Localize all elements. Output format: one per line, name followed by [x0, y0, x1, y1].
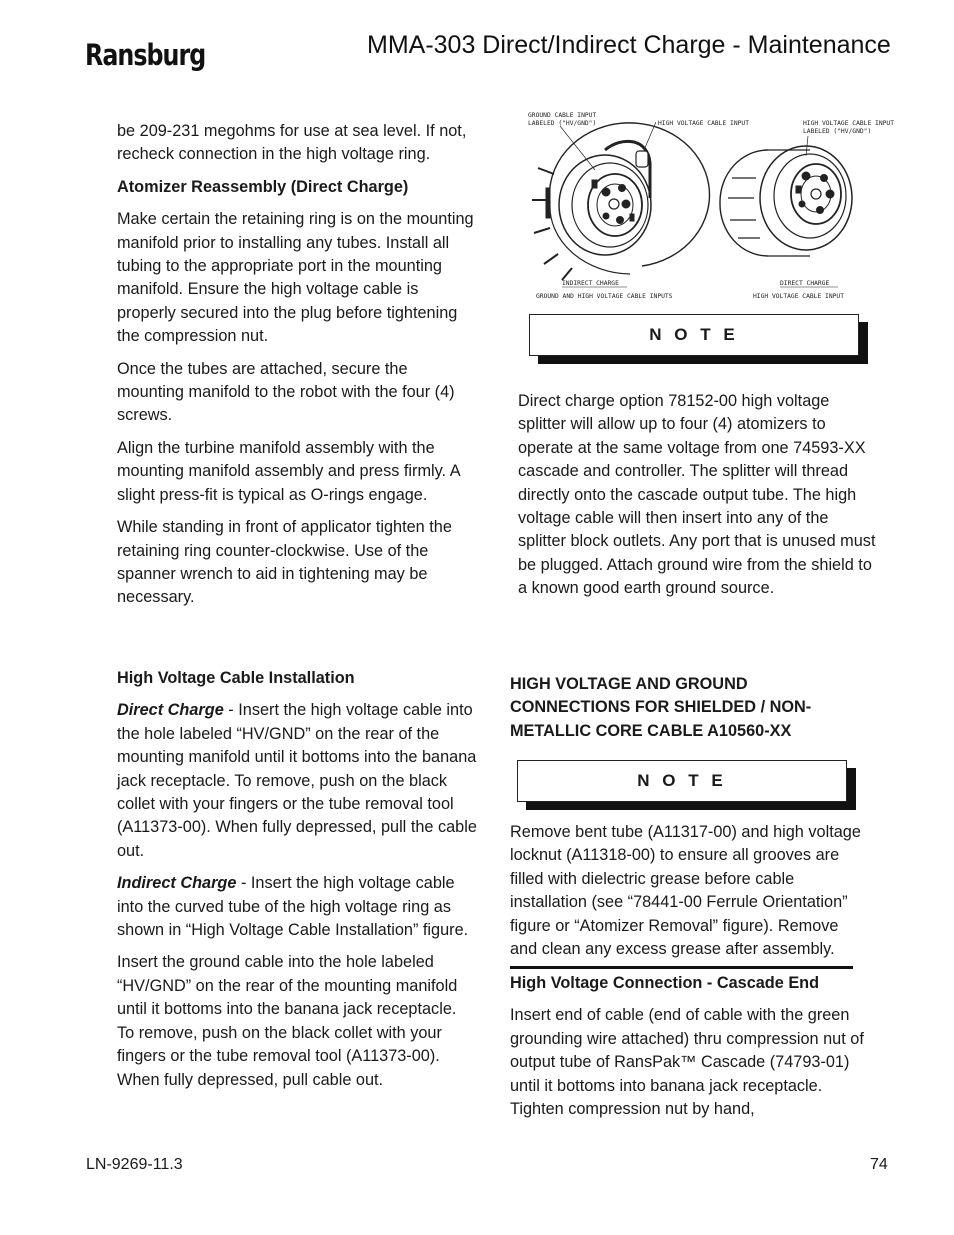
indirect-charge-text: - Insert the high voltage cable into the curved tube of the high voltage ring as shown in “High Voltage Cable Installation” figure.	[117, 874, 469, 940]
label-hv-input-right-2: LABELED ("HV/GND")	[803, 128, 872, 135]
ransburg-logo: Ransburg	[85, 38, 206, 72]
note-1-text: Direct charge option 78152-00 high voltage splitter will allow up to four (4) atomizers to operate at the same voltage from one 74593-XX cascade and controller. The splitter will thread directly onto the cascade output tube. The high voltage cable will then insert into any of the splitter block outlets. Any port that is unused must be plugged. Attach ground wire from the shield to a known good earth ground source.	[518, 392, 876, 598]
heading-hv-ground-connections: HIGH VOLTAGE AND GROUND CONNECTIONS FOR SHIELDED / NON-METALLIC CORE CABLE A10560-XX	[510, 675, 812, 740]
note-box-1: N O T E	[529, 314, 859, 356]
indirect-charge-atomizer-drawing	[532, 122, 709, 280]
heading-cascade-end: High Voltage Connection - Cascade End	[510, 974, 820, 992]
paragraph-mounting-screws: Once the tubes are attached, secure the mounting manifold to the robot with the four (4) screws.	[117, 359, 455, 425]
label-ground-input-2: LABELED ("HV/GND")	[528, 120, 597, 127]
note-2-text-block	[510, 821, 866, 970]
paragraph-cascade-end: Insert end of cable (end of cable with the green grounding wire attached) thru compression nut of output tube of RansPak™ Cascade (74793-01) until it bottoms into banana jack receptacle. Tighten compression nut by hand,	[510, 1006, 864, 1119]
direct-charge-label: Direct Charge	[117, 701, 224, 720]
note-2-text: Remove bent tube (A11317-00) and high voltage locknut (A11318-00) to ensure all grooves are filled with dielectric grease before cable installation (see “78441-00 Ferrule Orientation” figure or “Atomizer Removal” figure). Remove and clean any excess grease after assembly.	[510, 823, 861, 959]
label-hv-input: HIGH VOLTAGE CABLE INPUT	[658, 120, 749, 127]
caption-direct-sub: HIGH VOLTAGE CABLE INPUT	[753, 293, 844, 300]
cable-inputs-figure	[510, 108, 930, 308]
paragraph-ground-cable: Insert the ground cable into the hole labeled “HV/GND” on the rear of the mounting manifold until it bottoms into the banana jack receptacle. To remove, push on the black collet with your fingers or the tube removal tool (A11373-00). When fully depressed, pull cable out.	[117, 953, 458, 1089]
heading-cable-installation: High Voltage Cable Installation	[117, 669, 355, 687]
direct-charge-text: - Insert the high voltage cable into the hole labeled “HV/GND” on the rear of the mounting manifold until it bottoms into the banana jack receptacle. To remove, push on the black collet with your fingers or the tube removal tool (A11373-00). When fully depressed, pull the cable out.	[117, 701, 477, 860]
indirect-charge-label: Indirect Charge	[117, 874, 237, 893]
paragraph-megohms: be 209-231 megohms for use at sea level. If not, recheck connection in the high voltage ring.	[117, 122, 467, 164]
right-heading-block	[510, 673, 860, 743]
cascade-section	[510, 972, 870, 1130]
page-title: MMA-303 Direct/Indirect Charge - Maintenance	[367, 31, 891, 59]
left-column-lower	[117, 667, 477, 1101]
label-hv-input-right-1: HIGH VOLTAGE CABLE INPUT	[803, 120, 894, 127]
section-divider	[510, 966, 853, 969]
direct-charge-atomizer-drawing	[720, 136, 852, 256]
note-1-text-block	[518, 390, 878, 610]
paragraph-retaining-ring: Make certain the retaining ring is on the mounting manifold prior to installing any tubes. Install all tubing to the appropriate port in the mounting manifold. Ensure the high voltage cable is properly secured into the plug before tightening the compression nut.	[117, 210, 474, 346]
footer-doc-number: LN-9269-11.3	[86, 1156, 183, 1173]
left-column-upper	[117, 120, 477, 619]
caption-indirect-sub: GROUND AND HIGH VOLTAGE CABLE INPUTS	[536, 293, 673, 300]
heading-atomizer-reassembly: Atomizer Reassembly (Direct Charge)	[117, 177, 409, 196]
caption-direct-title: DIRECT CHARGE	[780, 280, 830, 287]
paragraph-direct-charge	[117, 699, 477, 863]
footer-page-number: 74	[870, 1156, 888, 1173]
label-ground-input-1: GROUND CABLE INPUT	[528, 112, 597, 119]
paragraph-indirect-charge	[117, 872, 477, 942]
paragraph-tighten-ring: While standing in front of applicator tighten the retaining ring counter-clockwise. Use of the spanner wrench to aid in tightening may be necessary.	[117, 518, 452, 607]
caption-indirect-title: INDIRECT CHARGE	[562, 280, 619, 287]
paragraph-align-manifold: Align the turbine manifold assembly with the mounting manifold assembly and press firmly. A slight press-fit is typical as O-rings engage.	[117, 438, 460, 504]
note-box-2: N O T E	[517, 760, 847, 802]
